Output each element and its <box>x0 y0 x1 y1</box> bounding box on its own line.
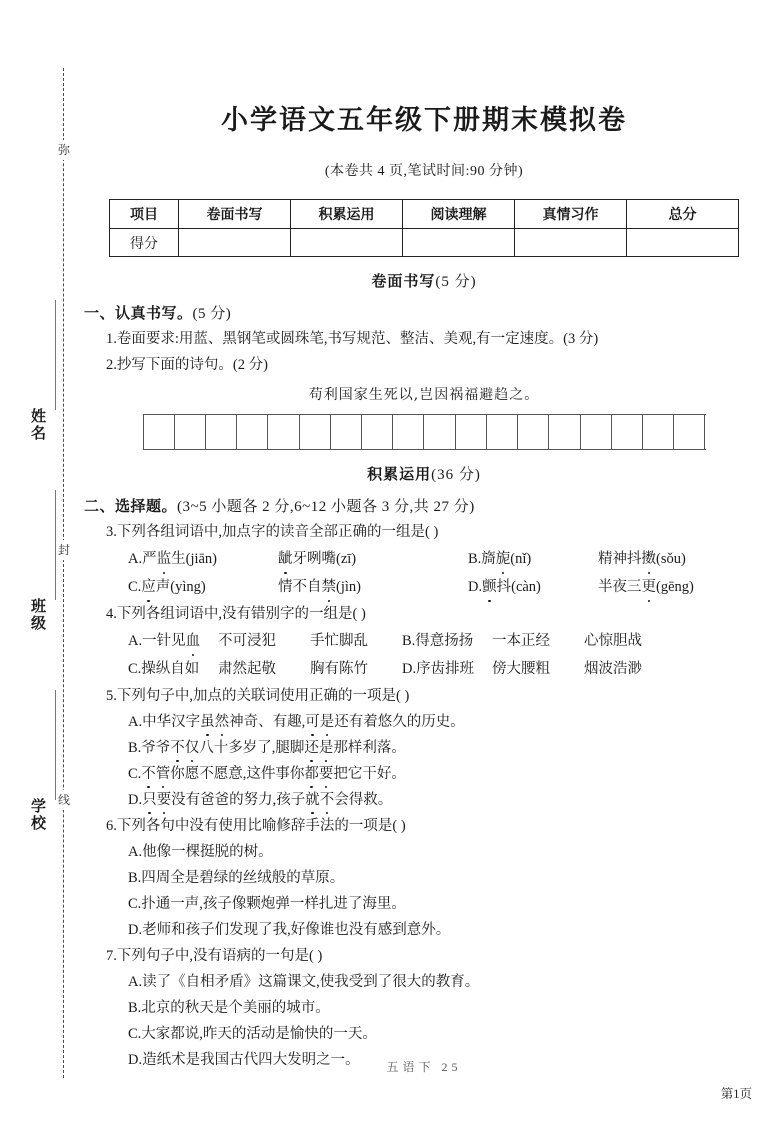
score-input-cell[interactable] <box>515 229 627 257</box>
section-heading-accumulation <box>82 463 766 484</box>
option-choice[interactable]: A.他像一棵挺脱的树。 <box>128 844 273 860</box>
option-choice[interactable]: A.一针见血 <box>128 630 218 652</box>
option-choice[interactable]: 情不自禁(jìn) <box>278 576 468 598</box>
dotted-char: 更 <box>642 576 657 598</box>
table-row <box>110 200 739 229</box>
seal-char-1: 弥 <box>55 140 73 160</box>
score-table-row-label: 得分 <box>110 229 179 257</box>
question-stem: 4.下列各组词语中,没有错别字的一组是( ) <box>106 606 366 622</box>
writing-grid-cell[interactable] <box>362 415 393 449</box>
page-subtitle: (本卷共 4 页,笔试时间:90 分钟) <box>324 164 524 179</box>
option-choice[interactable]: B.得意扬扬 <box>402 633 474 649</box>
writing-grid-cell[interactable] <box>487 415 518 449</box>
dotted-char: 禁 <box>322 576 337 598</box>
writing-grid-cell[interactable] <box>144 415 175 449</box>
writing-grid-cell[interactable] <box>518 415 549 449</box>
option-choice[interactable]: 一本正经 <box>492 633 550 649</box>
dotted-char: 虽 <box>200 714 215 730</box>
writing-grid-cell[interactable] <box>237 415 268 449</box>
option-choice[interactable]: 手忙脚乱 <box>310 633 368 649</box>
score-table <box>109 199 739 257</box>
score-table-column-header: 真情习作 <box>515 200 627 229</box>
big-question-2 <box>84 495 766 516</box>
option-choice[interactable]: B.爷爷不仅八十多岁了,腿脚还是那样利落。 <box>128 740 406 756</box>
dotted-char: 要 <box>156 792 172 808</box>
score-table-column-header: 积累运用 <box>291 200 403 229</box>
item-1-requirements: 1.卷面要求:用蓝、黑钢笔或圆珠笔,书写规范、整洁、美观,有一定速度。(3 分) <box>106 331 599 347</box>
option-choice[interactable]: B.四周全是碧绿的丝绒般的草原。 <box>128 870 345 886</box>
dotted-char: 旎 <box>496 548 511 570</box>
school-field-rule <box>55 690 56 800</box>
score-table-column-header: 阅读理解 <box>403 200 515 229</box>
option-choice[interactable]: D.老师和孩子们发现了我,好像谁也没有感到意外。 <box>128 922 451 938</box>
seal-dashed-line <box>63 68 64 1078</box>
section-heading-2-text: 积累运用 <box>367 467 432 483</box>
writing-grid-cell[interactable] <box>175 415 206 449</box>
option-choice[interactable]: C.操纵自如 <box>128 661 200 677</box>
item-2-copy-poem: 2.抄写下面的诗句。(2 分) <box>106 357 268 373</box>
writing-grid-cell[interactable] <box>268 415 299 449</box>
footer-book-mark: 五语下 25 <box>386 1060 462 1074</box>
question-stem: 5.下列句子中,加点的关联词使用正确的一项是( ) <box>106 688 410 704</box>
seal-char-3: 线 <box>55 790 73 810</box>
binding-margin <box>0 0 82 1122</box>
big-question-1-text: 一、认真书写。 <box>84 306 193 322</box>
option-choice[interactable]: 傍大腰粗 <box>492 661 550 677</box>
dotted-char: 不 <box>319 792 335 808</box>
exam-sheet <box>82 0 766 1122</box>
writing-grid-cell[interactable] <box>206 415 237 449</box>
option-row <box>128 658 766 680</box>
option-choice[interactable]: D.颤抖(càn) <box>468 576 598 598</box>
score-table-column-header: 总分 <box>627 200 739 229</box>
section-heading-text: 卷面书写 <box>371 274 436 290</box>
table-row <box>110 229 739 257</box>
option-choice[interactable]: C.大家都说,昨天的活动是愉快的一天。 <box>128 1026 377 1042</box>
score-input-cell[interactable] <box>179 229 291 257</box>
class-field-rule <box>55 490 56 600</box>
big-question-2-points: (3~5 小题各 2 分,6~12 小题各 3 分,共 27 分) <box>177 499 475 515</box>
dotted-char: 擞 <box>642 548 657 570</box>
option-choice[interactable]: 精神抖擞(sǒu) <box>598 548 758 570</box>
option-choice[interactable]: C.扑通一声,孩子像颗炮弹一样扎进了海里。 <box>128 896 406 912</box>
option-choice[interactable]: B.北京的秋天是个美丽的城市。 <box>128 1000 330 1016</box>
section-heading-calligraphy <box>82 270 766 291</box>
big-question-1 <box>84 302 766 323</box>
dotted-char: 是 <box>318 740 334 756</box>
dotted-char: 不 <box>170 740 185 756</box>
questions-container <box>82 523 766 1070</box>
score-input-cell[interactable] <box>403 229 515 257</box>
option-row <box>128 576 766 598</box>
section-heading-2-points: (36 分) <box>431 467 481 483</box>
dotted-char: 是 <box>319 714 335 730</box>
option-choice[interactable]: 半夜三更(gēng) <box>598 576 758 598</box>
dotted-char: 就 <box>305 792 320 808</box>
dotted-char: 应 <box>141 576 156 598</box>
field-label-school: 学校 <box>29 798 45 832</box>
score-table-column-header: 卷面书写 <box>179 200 291 229</box>
writing-grid[interactable] <box>143 414 706 450</box>
dotted-char: 可 <box>305 714 320 730</box>
writing-grid-cell[interactable] <box>300 415 331 449</box>
question-stem: 6.下列各句中没有使用比喻修辞手法的一项是( ) <box>106 818 406 834</box>
question-stem: 3.下列各组词语中,加点字的读音全部正确的一组是( ) <box>106 524 439 540</box>
dotted-char: 都 <box>304 766 319 782</box>
dotted-char: 然 <box>214 714 230 730</box>
writing-grid-cell[interactable] <box>643 415 674 449</box>
writing-grid-cell[interactable] <box>393 415 424 449</box>
writing-grid-cell[interactable] <box>581 415 612 449</box>
option-choice[interactable]: D.只要没有爸爸的努力,孩子就不会得救。 <box>128 792 393 808</box>
score-input-cell[interactable] <box>291 229 403 257</box>
writing-grid-cell[interactable] <box>549 415 580 449</box>
option-choice[interactable]: 烟波浩渺 <box>584 661 642 677</box>
option-choice[interactable]: D.序齿排班 <box>402 661 475 677</box>
option-choice[interactable]: 肃然起敬 <box>218 661 276 677</box>
option-row <box>128 548 766 570</box>
seal-char-2: 封 <box>55 540 73 560</box>
field-label-name: 姓名 <box>29 408 45 442</box>
option-choice[interactable]: 不可浸犯 <box>218 633 276 649</box>
dotted-char: 管 <box>155 766 171 782</box>
option-choice[interactable]: A.严监生(jiān) <box>128 548 278 570</box>
dotted-char: 血 <box>186 630 201 652</box>
option-choice[interactable]: 龇牙咧嘴(zī) <box>278 548 468 570</box>
option-choice[interactable]: C.不管你愿不愿意,这件事你都要把它干好。 <box>128 766 406 782</box>
poem-to-copy: 苟利国家生死以,岂因祸福避趋之。 <box>308 387 540 403</box>
page-title: 小学语文五年级下册期末模拟卷 <box>221 105 627 135</box>
dotted-char: 颤 <box>482 576 497 598</box>
big-question-2-text: 二、选择题。 <box>84 499 178 515</box>
writing-grid-cell[interactable] <box>456 415 487 449</box>
option-choice[interactable]: C.应声(yìng) <box>128 576 278 598</box>
field-label-class: 班级 <box>29 598 45 632</box>
option-choice[interactable]: A.中华汉字虽然神奇、有趣,可是还有着悠久的历史。 <box>128 714 465 730</box>
writing-grid-cell[interactable] <box>612 415 643 449</box>
option-choice[interactable]: A.读了《自相矛盾》这篇课文,使我受到了很大的教育。 <box>128 974 480 990</box>
name-field-rule <box>55 300 56 410</box>
writing-grid-cell[interactable] <box>424 415 455 449</box>
page-number: 第1页 <box>720 1087 752 1101</box>
dotted-char: 龇 <box>278 548 293 570</box>
option-choice[interactable]: 心惊胆战 <box>584 633 642 649</box>
option-row <box>128 630 766 652</box>
option-choice[interactable]: 胸有陈竹 <box>310 661 368 677</box>
section-heading-points: (5 分) <box>435 274 477 290</box>
writing-grid-cell[interactable] <box>674 415 705 449</box>
dotted-char: 仅 <box>184 740 200 756</box>
score-table-row-label: 项目 <box>110 200 179 229</box>
question-stem: 7.下列句子中,没有语病的一句是( ) <box>106 948 323 964</box>
dotted-char: 不 <box>141 766 156 782</box>
dotted-char: 要 <box>318 766 334 782</box>
option-choice[interactable]: D.造纸术是我国古代四大发明之一。 <box>128 1052 360 1068</box>
big-question-1-points: (5 分) <box>192 306 232 322</box>
writing-grid-cell[interactable] <box>331 415 362 449</box>
dotted-char: 还 <box>304 740 319 756</box>
score-input-cell[interactable] <box>627 229 739 257</box>
option-choice[interactable]: B.旖旎(nǐ) <box>468 548 598 570</box>
dotted-char: 监 <box>157 548 172 570</box>
dotted-char: 只 <box>142 792 157 808</box>
